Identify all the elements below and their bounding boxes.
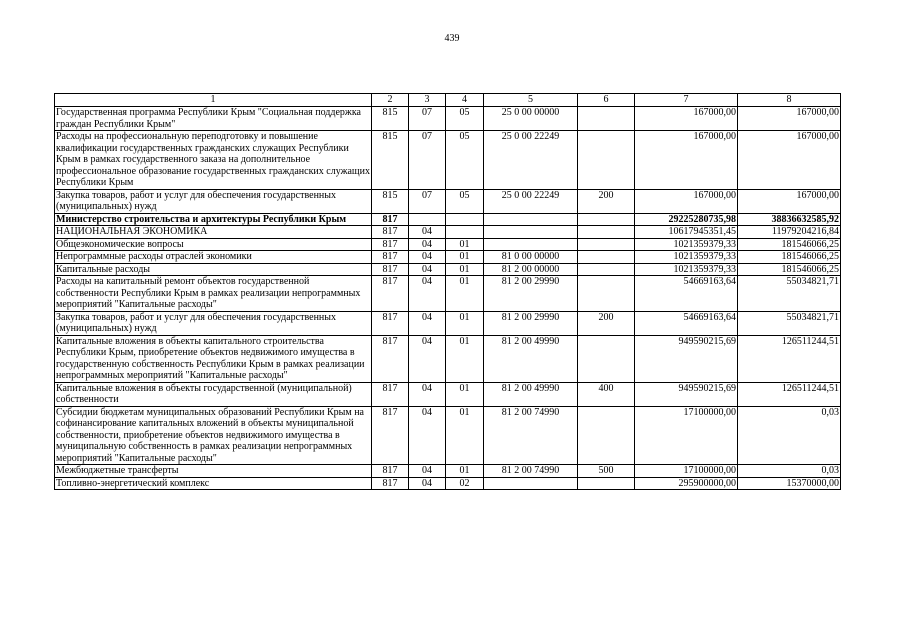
row-subsection: 01 — [446, 263, 484, 276]
header-cell-3: 3 — [409, 94, 446, 107]
row-target-article: 81 2 00 00000 — [484, 263, 578, 276]
row-expense-type — [578, 131, 635, 190]
row-expense-type: 200 — [578, 311, 635, 335]
row-amount-year2: 126511244,51 — [738, 335, 841, 382]
row-expense-type — [578, 276, 635, 312]
row-name: Общеэкономические вопросы — [55, 238, 372, 251]
row-amount-year2: 55034821,71 — [738, 276, 841, 312]
row-name: Капитальные вложения в объекты государственной (муниципальной) собственности — [55, 382, 372, 406]
row-amount-year2: 0,03 — [738, 406, 841, 465]
row-admin-code: 817 — [372, 263, 409, 276]
row-subsection: 01 — [446, 335, 484, 382]
row-name: Капитальные расходы — [55, 263, 372, 276]
table-row — [55, 263, 841, 276]
row-section: 07 — [409, 131, 446, 190]
table-row — [55, 107, 841, 131]
row-subsection: 05 — [446, 107, 484, 131]
row-subsection: 05 — [446, 189, 484, 213]
page-number: 439 — [444, 33, 460, 44]
row-target-article: 81 2 00 49990 — [484, 335, 578, 382]
table-row — [55, 189, 841, 213]
row-target-article — [484, 226, 578, 239]
row-amount-year1: 295900000,00 — [635, 477, 738, 490]
row-name: Субсидии бюджетам муниципальных образований Республики Крым на софинансирование капитальных вложений в объекты муниципальной собственности, приобретение объектов недвижимого имущества в муниципальную собственность в рамках реализации непрограммных мероприятий "Капитальные расходы" — [55, 406, 372, 465]
row-section: 04 — [409, 406, 446, 465]
row-target-article: 81 2 00 49990 — [484, 382, 578, 406]
row-admin-code: 815 — [372, 107, 409, 131]
row-amount-year1: 949590215,69 — [635, 382, 738, 406]
row-amount-year2: 181546066,25 — [738, 263, 841, 276]
row-admin-code: 817 — [372, 382, 409, 406]
row-admin-code: 817 — [372, 465, 409, 478]
table-row — [55, 477, 841, 490]
table-row — [55, 226, 841, 239]
row-target-article: 25 0 00 22249 — [484, 189, 578, 213]
row-amount-year1: 167000,00 — [635, 131, 738, 190]
table-row — [55, 276, 841, 312]
row-section: 04 — [409, 238, 446, 251]
row-subsection: 05 — [446, 131, 484, 190]
row-admin-code: 815 — [372, 131, 409, 190]
row-amount-year2: 126511244,51 — [738, 382, 841, 406]
table-row — [55, 238, 841, 251]
header-cell-8: 8 — [738, 94, 841, 107]
row-amount-year1: 167000,00 — [635, 189, 738, 213]
row-name: Непрограммные расходы отраслей экономики — [55, 251, 372, 264]
row-name: Министерство строительства и архитектуры Республики Крым — [55, 213, 372, 226]
row-expense-type — [578, 107, 635, 131]
header-cell-2: 2 — [372, 94, 409, 107]
row-amount-year1: 1021359379,33 — [635, 251, 738, 264]
row-name: Межбюджетные трансферты — [55, 465, 372, 478]
row-amount-year1: 10617945351,45 — [635, 226, 738, 239]
row-subsection — [446, 213, 484, 226]
row-amount-year2: 15370000,00 — [738, 477, 841, 490]
row-subsection: 01 — [446, 406, 484, 465]
row-admin-code: 817 — [372, 251, 409, 264]
row-amount-year1: 1021359379,33 — [635, 238, 738, 251]
row-admin-code: 817 — [372, 226, 409, 239]
row-section: 04 — [409, 276, 446, 312]
row-name: Закупка товаров, работ и услуг для обеспечения государственных (муниципальных) нужд — [55, 189, 372, 213]
table-row — [55, 131, 841, 190]
row-admin-code: 817 — [372, 311, 409, 335]
row-section: 04 — [409, 335, 446, 382]
row-subsection: 01 — [446, 251, 484, 264]
row-section: 04 — [409, 382, 446, 406]
row-amount-year1: 29225280735,98 — [635, 213, 738, 226]
row-name: Капитальные вложения в объекты капитального строительства Республики Крым, приобретение объектов недвижимого имущества в государственную собственность Республики Крым в рамках реализации непрограммных мероприятий "Капитальные расходы" — [55, 335, 372, 382]
row-amount-year2: 167000,00 — [738, 189, 841, 213]
row-target-article: 25 0 00 00000 — [484, 107, 578, 131]
table-body — [55, 94, 841, 490]
table-row — [55, 251, 841, 264]
row-target-article — [484, 477, 578, 490]
row-amount-year2: 167000,00 — [738, 107, 841, 131]
row-section: 04 — [409, 477, 446, 490]
row-admin-code: 817 — [372, 276, 409, 312]
row-admin-code: 815 — [372, 189, 409, 213]
row-target-article: 81 2 00 29990 — [484, 276, 578, 312]
row-subsection: 01 — [446, 465, 484, 478]
row-admin-code: 817 — [372, 477, 409, 490]
header-cell-1: 1 — [55, 94, 372, 107]
row-amount-year2: 55034821,71 — [738, 311, 841, 335]
header-cell-4: 4 — [446, 94, 484, 107]
header-row — [55, 94, 841, 107]
row-target-article: 25 0 00 22249 — [484, 131, 578, 190]
row-admin-code: 817 — [372, 335, 409, 382]
row-expense-type — [578, 263, 635, 276]
row-admin-code: 817 — [372, 213, 409, 226]
row-section: 04 — [409, 311, 446, 335]
row-name: НАЦИОНАЛЬНАЯ ЭКОНОМИКА — [55, 226, 372, 239]
row-expense-type: 200 — [578, 189, 635, 213]
row-subsection: 02 — [446, 477, 484, 490]
row-amount-year2: 38836632585,92 — [738, 213, 841, 226]
header-cell-5: 5 — [484, 94, 578, 107]
row-amount-year1: 17100000,00 — [635, 406, 738, 465]
table-row — [55, 335, 841, 382]
row-section: 04 — [409, 465, 446, 478]
row-amount-year1: 167000,00 — [635, 107, 738, 131]
row-section: 04 — [409, 251, 446, 264]
row-amount-year1: 1021359379,33 — [635, 263, 738, 276]
header-cell-6: 6 — [578, 94, 635, 107]
row-name: Государственная программа Республики Крым "Социальная поддержка граждан Республики Крым" — [55, 107, 372, 131]
row-section: 07 — [409, 189, 446, 213]
row-amount-year2: 0,03 — [738, 465, 841, 478]
row-amount-year1: 54669163,64 — [635, 276, 738, 312]
row-amount-year2: 11979204216,84 — [738, 226, 841, 239]
row-amount-year2: 167000,00 — [738, 131, 841, 190]
row-expense-type: 500 — [578, 465, 635, 478]
row-expense-type: 400 — [578, 382, 635, 406]
row-expense-type — [578, 238, 635, 251]
row-target-article: 81 0 00 00000 — [484, 251, 578, 264]
row-target-article — [484, 213, 578, 226]
row-admin-code: 817 — [372, 238, 409, 251]
table-row — [55, 213, 841, 226]
row-target-article: 81 2 00 29990 — [484, 311, 578, 335]
table-row — [55, 465, 841, 478]
row-subsection: 01 — [446, 382, 484, 406]
row-section — [409, 213, 446, 226]
row-expense-type — [578, 213, 635, 226]
row-subsection: 01 — [446, 276, 484, 312]
row-target-article: 81 2 00 74990 — [484, 465, 578, 478]
row-amount-year1: 17100000,00 — [635, 465, 738, 478]
row-name: Закупка товаров, работ и услуг для обеспечения государственных (муниципальных) нужд — [55, 311, 372, 335]
row-section: 04 — [409, 226, 446, 239]
row-section: 07 — [409, 107, 446, 131]
row-amount-year1: 949590215,69 — [635, 335, 738, 382]
budget-table — [54, 93, 841, 490]
table-row — [55, 311, 841, 335]
row-name: Топливно-энергетический комплекс — [55, 477, 372, 490]
row-target-article: 81 2 00 74990 — [484, 406, 578, 465]
row-section: 04 — [409, 263, 446, 276]
table-row — [55, 406, 841, 465]
row-expense-type — [578, 477, 635, 490]
header-cell-7: 7 — [635, 94, 738, 107]
row-expense-type — [578, 251, 635, 264]
row-subsection: 01 — [446, 311, 484, 335]
table-row — [55, 382, 841, 406]
row-name: Расходы на профессиональную переподготовку и повышение квалификации государственных гражданских служащих Республики Крым в рамках государственного заказа на дополнительное профессиональное образование государственных гражданских служащих Республики Крым — [56, 131, 370, 188]
row-subsection: 01 — [446, 238, 484, 251]
row-name: Расходы на капитальный ремонт объектов государственной собственности Республики Крым в рамках реализации непрограммных мероприятий "Капитальные расходы" — [55, 276, 372, 312]
row-expense-type — [578, 226, 635, 239]
row-expense-type — [578, 406, 635, 465]
row-target-article — [484, 238, 578, 251]
row-amount-year2: 181546066,25 — [738, 238, 841, 251]
row-admin-code: 817 — [372, 406, 409, 465]
row-amount-year2: 181546066,25 — [738, 251, 841, 264]
row-subsection — [446, 226, 484, 239]
row-amount-year1: 54669163,64 — [635, 311, 738, 335]
row-expense-type — [578, 335, 635, 382]
